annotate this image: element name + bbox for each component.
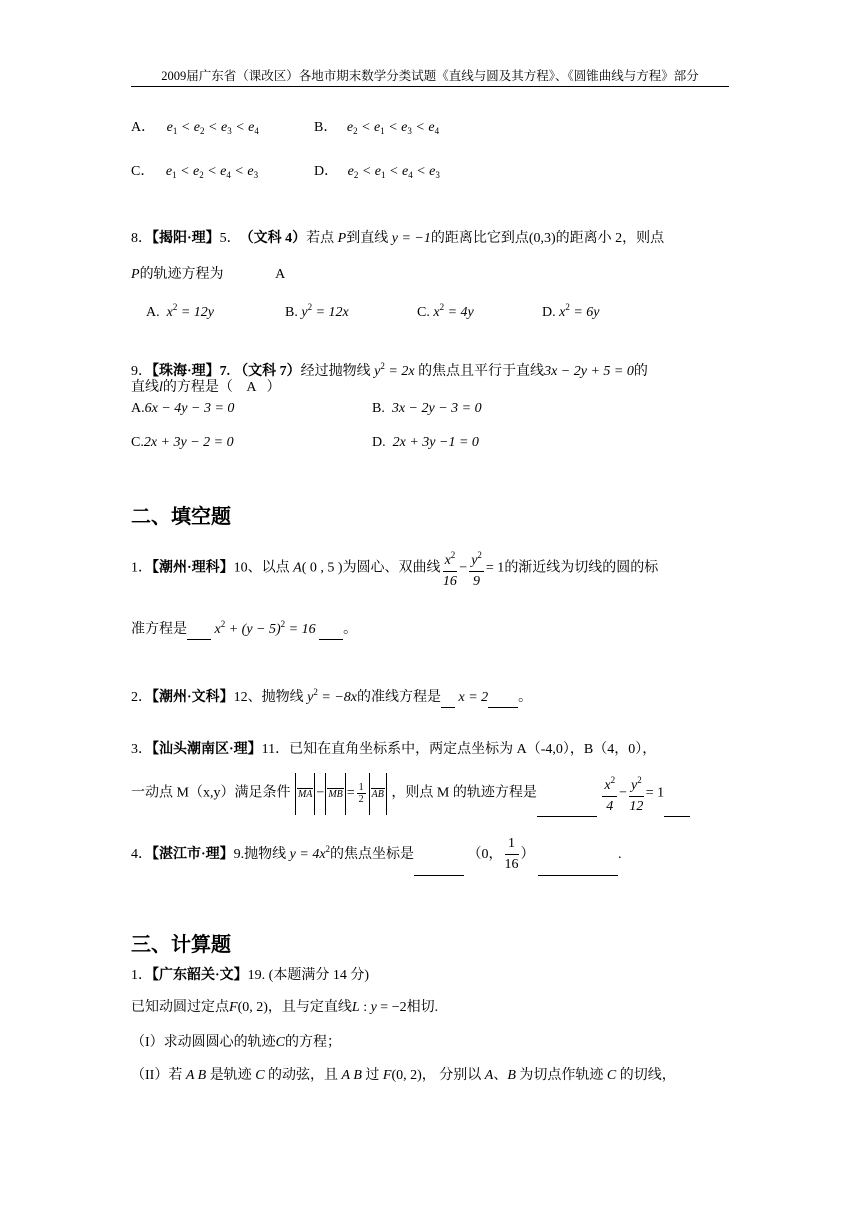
section-title-calculation: 三、计算题 xyxy=(131,932,231,956)
q9-line2: 直线l的方程是（ A ） xyxy=(131,380,281,395)
q9-option-b: B. 3x − 2y − 3 = 0 xyxy=(372,401,482,416)
c1-part2: （II）若 A B 是轨迹 C 的动弦，且 A B 过 F(0, 2)， 分别以 A、B 为切点作轨迹 C 的切线， xyxy=(131,1068,676,1083)
f1-line1: 1．【潮州·理科】10、以点 A( 0 , 5 )为圆心、双曲线 $\frac{x^2}{16}$ − $\frac{y^2}{9}$ = 1的渐近线为切线的圆的标 xyxy=(131,545,658,592)
f1-line2: 准方程是 $x^2 + (y - 5)^2 = 16$ 。 xyxy=(131,614,357,640)
q7-option-c-label: C． xyxy=(131,164,155,179)
c1-line2: 已知动圆过定点F(0, 2)，且与定直线L : y = −2相切. xyxy=(131,1000,439,1015)
c1-part1: （I）求动圆圆心的轨迹C的方程； xyxy=(131,1035,342,1050)
q9-answer: A xyxy=(246,380,257,395)
q8-answer: A xyxy=(275,267,286,282)
q7-option-d: D． $e_2 < e_1 < e_4 < e_3$ xyxy=(314,164,440,180)
q7-option-b: B． $e_2 < e_1 < e_3 < e_4$ xyxy=(314,120,440,136)
q7-option-a-label: A． xyxy=(131,120,156,135)
q9-line1: 9．【珠海·理】7. （文科 7）经过抛物线 $y^2 = 2x$ 的焦点且平行于直线3x − 2y + 5 = 0的 xyxy=(131,361,648,379)
f4-line: 4．【湛江市·理】9.抛物线 $y = 4x^2$的焦点坐标是 （0， $\frac{1}{16}$ ） . xyxy=(131,828,622,876)
f3-line2: 一动点 M（x,y）满足条件 MA − MB = $\frac{1}{2}$ AB ，则点 M 的轨迹方程是 $\frac{x^2}{4}$ − $\frac{y^2}{12}$ = 1 xyxy=(131,770,690,817)
q7-option-a: A． $e_1 < e_2 < e_3 < e_4$ xyxy=(131,120,259,136)
f2-line: 2．【潮州·文科】12、抛物线 $y^2 = -8x$的准线方程是 x = 2 。 xyxy=(131,682,532,708)
q8-line1: 8．【揭阳·理】5． （文科 4）若点 P到直线 y = −1的距离比它到点(0,3)的距离小 2，则点 xyxy=(131,231,665,246)
q8-option-a: A. $x^2 = 12y$ xyxy=(146,302,215,320)
q9-option-a: A.6x − 4y − 3 = 0 xyxy=(131,401,235,416)
f2-answer: x = 2 xyxy=(458,690,489,705)
f3-line1: 3．【汕头潮南区·理】11．已知在直角坐标系中，两定点坐标为 A（-4,0），B（4，0）， xyxy=(131,742,657,757)
q8-option-b: B. $y^2 = 12x$ xyxy=(285,302,349,320)
page-header: 2009届广东省（课改区）各地市期末数学分类试题《直线与圆及其方程》、《圆锥曲线与方程》部分 xyxy=(131,66,729,87)
q7-option-b-label: B． xyxy=(314,120,338,135)
section-title-fill-in: 二、填空题 xyxy=(131,504,231,528)
c1-line1: 1．【广东韶关·文】19. (本题满分 14 分) xyxy=(131,968,369,983)
q8-option-c: C. $x^2 = 4y$ xyxy=(417,302,474,320)
q7-option-c: C． $e_1 < e_2 < e_4 < e_3$ xyxy=(131,164,259,180)
q8-option-d: D. $x^2 = 6y$ xyxy=(542,302,600,320)
q8-line2: P的轨迹方程为 A xyxy=(131,267,286,282)
q7-option-d-label: D． xyxy=(314,164,339,179)
q9-option-c: C.2x + 3y − 2 = 0 xyxy=(131,435,234,450)
q9-option-d: D. 2x + 3y −1 = 0 xyxy=(372,435,479,450)
